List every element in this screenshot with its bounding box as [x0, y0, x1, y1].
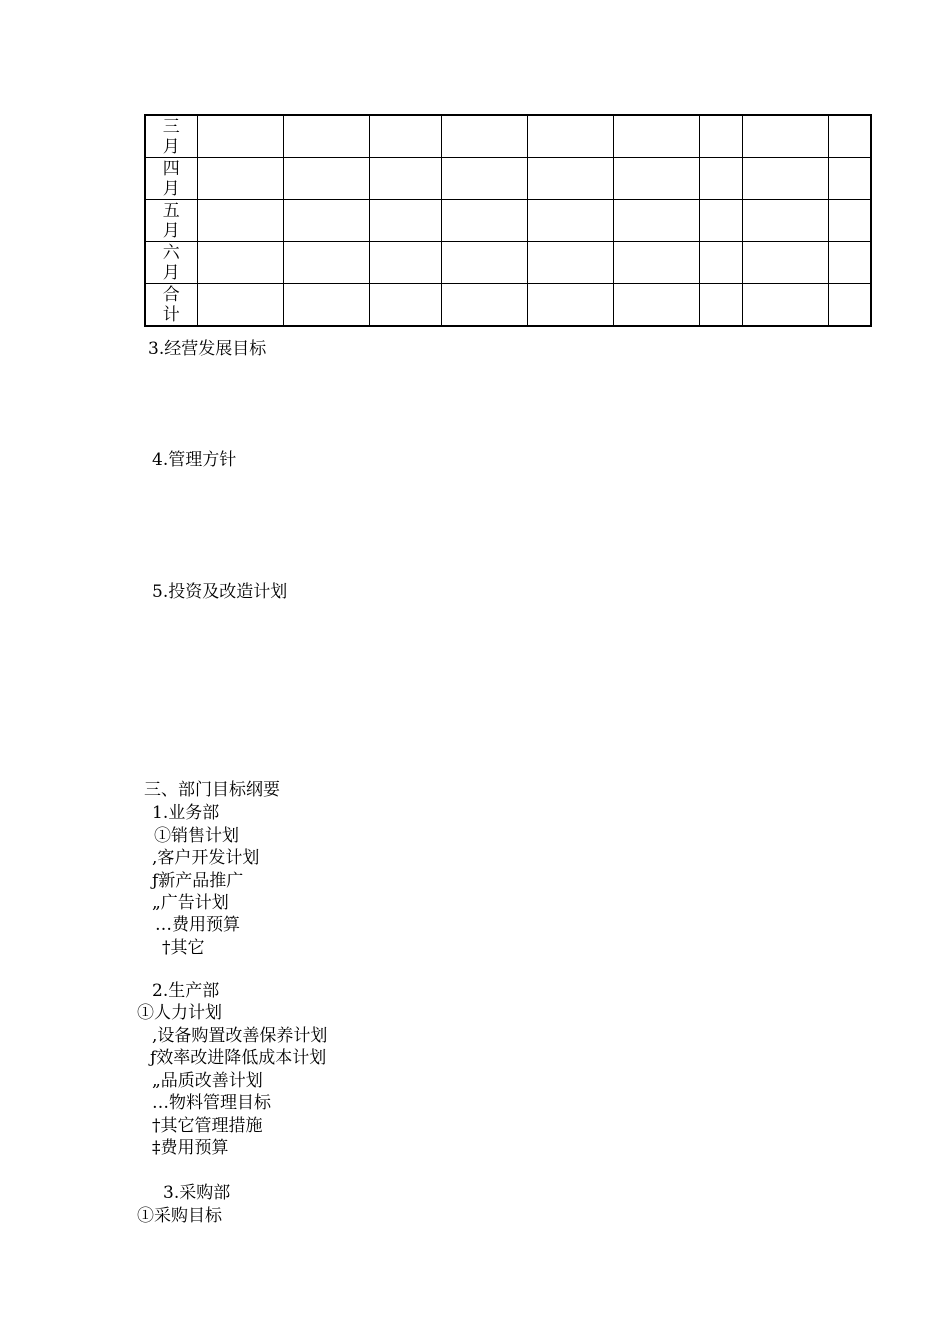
row-label-may: 五月 [145, 200, 197, 242]
monthly-table [144, 114, 872, 327]
table-row [145, 115, 871, 158]
list-item: †其它 [162, 938, 205, 958]
purchasing-dept-heading: 3.采购部 [163, 1183, 231, 1203]
row-label-april: 四月 [145, 158, 197, 200]
list-item: …物料管理目标 [152, 1093, 271, 1113]
list-item: ,客户开发计划 [152, 848, 260, 868]
list-item: …费用预算 [155, 915, 240, 935]
section-business-goals: 3.经营发展目标 [148, 339, 267, 359]
table-row [145, 284, 871, 327]
list-item: ƒ效率改进降低成本计划 [150, 1048, 327, 1068]
production-dept-heading: 2.生产部 [152, 981, 220, 1001]
section-investment-plan: 5.投资及改造计划 [152, 582, 288, 602]
sales-dept-heading: 1.业务部 [152, 803, 220, 823]
table-row [145, 158, 871, 200]
table-row [145, 200, 871, 242]
table-row [145, 242, 871, 284]
dept-goals-title: 三、部门目标纲要 [144, 780, 280, 800]
section-management-policy: 4.管理方针 [152, 450, 237, 470]
row-label-total: 合计 [145, 284, 197, 327]
row-label-june: 六月 [145, 242, 197, 284]
list-item: „广告计划 [152, 893, 229, 913]
list-item: ①采购目标 [137, 1206, 222, 1226]
list-item: ,设备购置改善保养计划 [152, 1026, 328, 1046]
list-item: ƒ新产品推广 [152, 871, 244, 891]
list-item: „品质改善计划 [152, 1071, 263, 1091]
list-item: †其它管理措施 [152, 1116, 263, 1136]
list-item: ①人力计划 [137, 1003, 222, 1023]
row-label-march: 三月 [145, 115, 197, 158]
list-item: ‡费用预算 [152, 1138, 229, 1158]
list-item: ①销售计划 [154, 826, 239, 846]
